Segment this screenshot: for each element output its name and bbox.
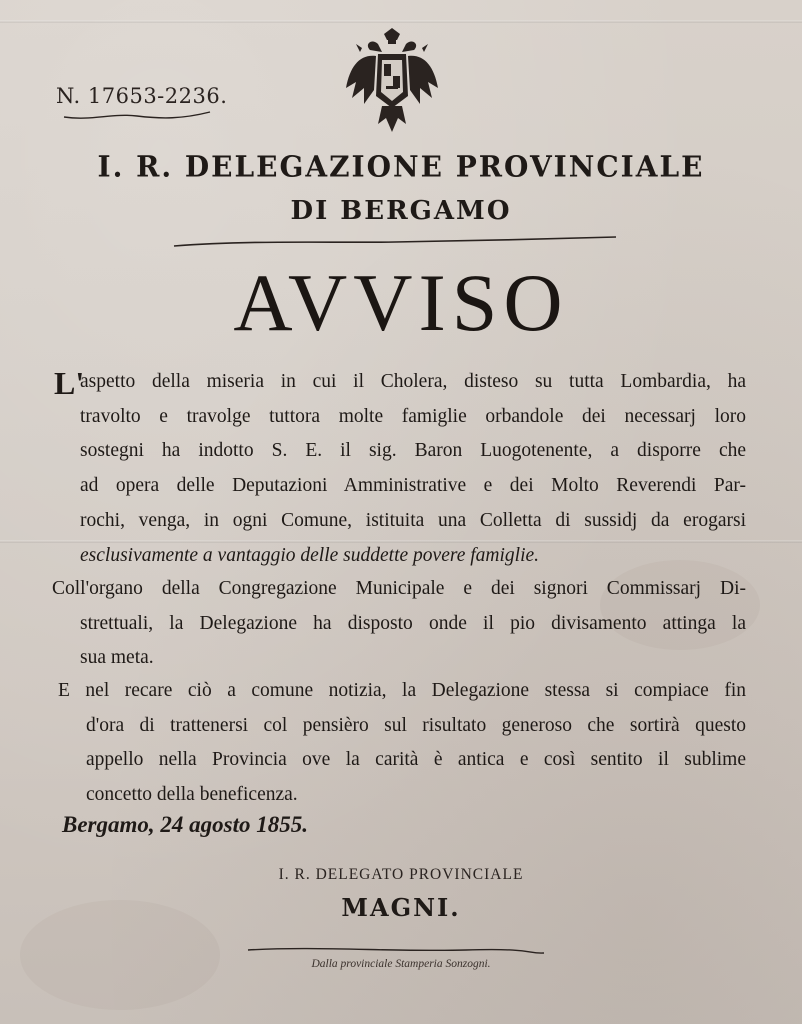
double-headed-eagle-icon bbox=[342, 26, 442, 138]
text-line: ad opera delle Deputazioni Amministrative e dei Molto Reverendi Par- bbox=[80, 475, 746, 497]
text-line: aspetto della miseria in cui il Cholera, disteso su tutta Lombardia, ha bbox=[80, 371, 746, 392]
printer-credit: Dalla provinciale Stamperia Sonzogni. bbox=[311, 958, 491, 970]
text-line: esclusivamente a vantaggio delle suddette povere famiglie. bbox=[80, 544, 540, 566]
text-line: concetto della beneficenza. bbox=[86, 784, 298, 806]
ornamental-rule bbox=[246, 944, 546, 958]
text-line: Coll'organo della Congregazione Municipale e dei signori Commissarj Di- bbox=[52, 578, 746, 599]
signatory-office: I. R. DELEGATO PROVINCIALE bbox=[278, 866, 524, 883]
text-line: appello nella Provincia ove la carità è antica e così sentito il sublime bbox=[86, 749, 746, 771]
flourish-underline bbox=[62, 108, 212, 122]
paragraph-2 bbox=[52, 572, 746, 676]
text-line: d'ora di trattenersi col pensièro sul risultato generoso che sortirà questo bbox=[86, 714, 746, 736]
protocol-number: N. 17653-2236. bbox=[56, 84, 228, 108]
text-line: travolto e travolge tuttora molte famiglie orbandole dei necessarj loro bbox=[80, 405, 746, 427]
text-line: E nel recare ciò a comune notizia, la Delegazione stessa si compiace fin bbox=[58, 680, 746, 701]
signatory-name: MAGNI. bbox=[341, 893, 461, 922]
text-line: sua meta. bbox=[80, 647, 154, 669]
text-line: rochi, venga, in ogni Comune, istituita una Colletta di sussidj da erogarsi bbox=[80, 509, 746, 531]
header-line-1: I. R. DELEGAZIONE PROVINCIALE bbox=[97, 149, 705, 184]
drop-cap: L' bbox=[54, 365, 85, 401]
text-line: strettuali, la Delegazione ha disposto onde il pio divisamento attinga la bbox=[80, 612, 746, 634]
notice-title: AVVISO bbox=[233, 257, 569, 348]
ornamental-rule bbox=[172, 234, 618, 250]
header-line-2: DI BERGAMO bbox=[290, 196, 512, 226]
paragraph-3 bbox=[58, 674, 746, 813]
paragraph-1 bbox=[54, 365, 746, 573]
text-line: sostegni ha indotto S. E. il sig. Baron Luogotenente, a disporre che bbox=[80, 440, 746, 462]
paper-fold bbox=[0, 20, 802, 23]
place-and-date: Bergamo, 24 agosto 1855. bbox=[62, 812, 308, 837]
